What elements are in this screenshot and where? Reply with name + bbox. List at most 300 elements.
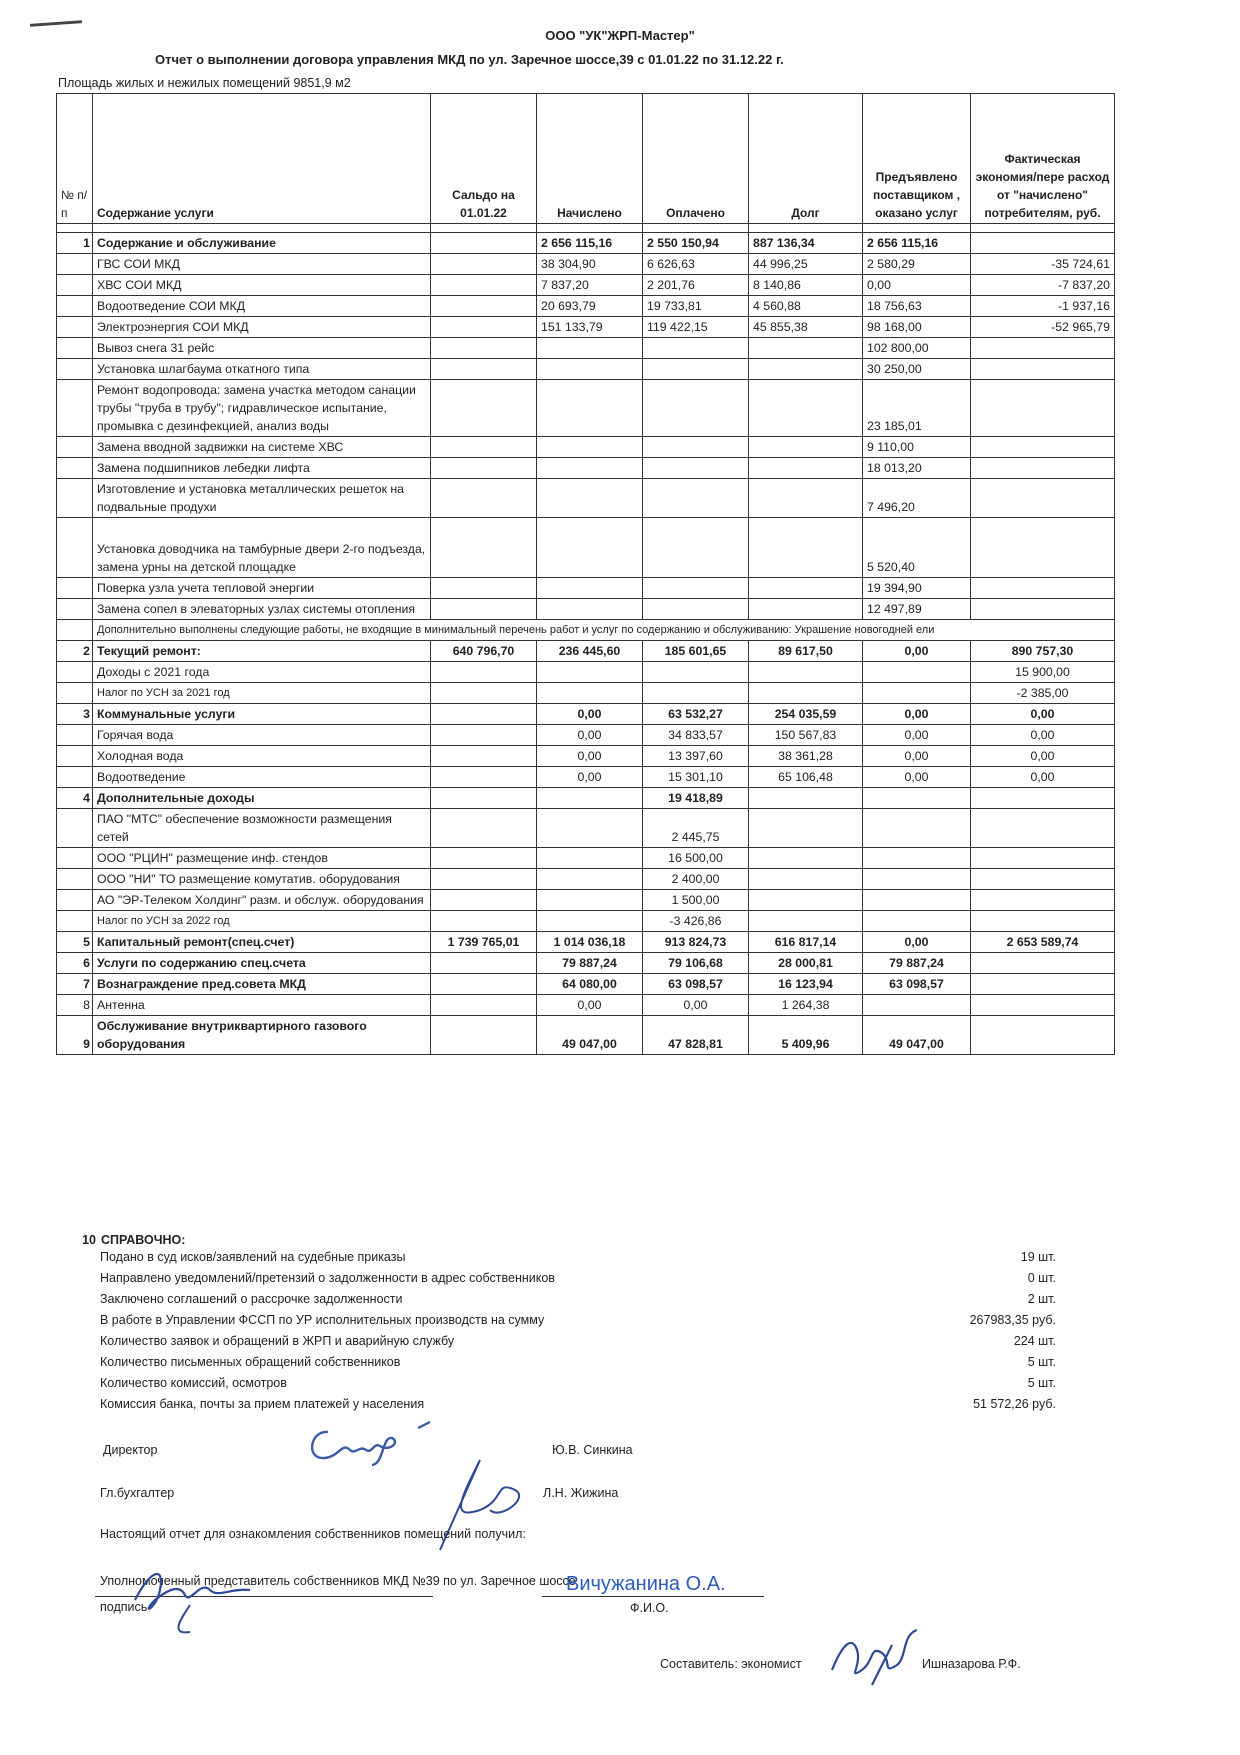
table-row bbox=[57, 578, 1115, 599]
cell-economy: -2 385,00 bbox=[971, 683, 1115, 704]
row-service-name: Коммунальные услуги bbox=[93, 704, 431, 725]
cell-saldo bbox=[431, 1016, 537, 1055]
cell-debt: 887 136,34 bbox=[749, 233, 863, 254]
cell-economy: -52 965,79 bbox=[971, 317, 1115, 338]
row-service-name: Электроэнергия СОИ МКД bbox=[93, 317, 431, 338]
cell-paid bbox=[643, 599, 749, 620]
cell-economy: 0,00 bbox=[971, 704, 1115, 725]
cell-saldo: 1 739 765,01 bbox=[431, 932, 537, 953]
table-row bbox=[57, 809, 1115, 848]
table-row bbox=[57, 725, 1115, 746]
cell-paid: 6 626,63 bbox=[643, 254, 749, 275]
row-service-name: ПАО "МТС" обеспечение возможности размещения сетей bbox=[93, 809, 431, 848]
director-signature bbox=[300, 1420, 440, 1470]
row-number bbox=[57, 869, 93, 890]
row-service-name: Установка доводчика на тамбурные двери 2-го подъезда, замена урны на детской площадке bbox=[93, 518, 431, 578]
row-number: 9 bbox=[57, 1016, 93, 1055]
cell-saldo bbox=[431, 725, 537, 746]
cell-paid: 1 500,00 bbox=[643, 890, 749, 911]
cell-provided: 49 047,00 bbox=[863, 1016, 971, 1055]
cell-provided: 9 110,00 bbox=[863, 437, 971, 458]
cell-paid: 19 418,89 bbox=[643, 788, 749, 809]
table-row bbox=[57, 848, 1115, 869]
cell-debt: 44 996,25 bbox=[749, 254, 863, 275]
row-number bbox=[57, 662, 93, 683]
col-no: № п/п bbox=[57, 94, 93, 224]
table-row bbox=[57, 437, 1115, 458]
cell-charged bbox=[537, 437, 643, 458]
col-provided: Предъявлено поставщиком , оказано услуг bbox=[863, 94, 971, 224]
cell-debt bbox=[749, 788, 863, 809]
cell-saldo bbox=[431, 275, 537, 296]
row-service-name: Замена вводной задвижки на системе ХВС bbox=[93, 437, 431, 458]
compiler-label: Составитель: экономист bbox=[660, 1657, 802, 1671]
info-item bbox=[56, 1394, 1056, 1415]
cell-saldo bbox=[431, 767, 537, 788]
row-service-name: Установка шлагбаума откатного типа bbox=[93, 359, 431, 380]
cell-paid bbox=[643, 578, 749, 599]
cell-debt: 89 617,50 bbox=[749, 641, 863, 662]
cell-charged: 236 445,60 bbox=[537, 641, 643, 662]
cell-saldo bbox=[431, 437, 537, 458]
info-item-value: 5 шт. bbox=[1027, 1376, 1056, 1390]
cell-saldo bbox=[431, 890, 537, 911]
info-item-label: Количество письменных обращений собственников bbox=[100, 1355, 401, 1369]
cell-charged: 151 133,79 bbox=[537, 317, 643, 338]
cell-provided: 2 656 115,16 bbox=[863, 233, 971, 254]
row-number bbox=[57, 746, 93, 767]
cell-debt: 16 123,94 bbox=[749, 974, 863, 995]
cell-paid bbox=[643, 683, 749, 704]
cell-provided: 0,00 bbox=[863, 704, 971, 725]
cell-economy bbox=[971, 995, 1115, 1016]
cell-saldo bbox=[431, 974, 537, 995]
cell-economy: 0,00 bbox=[971, 725, 1115, 746]
cell-economy bbox=[971, 479, 1115, 518]
cell-paid bbox=[643, 518, 749, 578]
table-row bbox=[57, 275, 1115, 296]
cell-paid: 13 397,60 bbox=[643, 746, 749, 767]
row-number bbox=[57, 890, 93, 911]
row-service-name: ХВС СОИ МКД bbox=[93, 275, 431, 296]
cell-provided bbox=[863, 848, 971, 869]
cell-debt: 28 000,81 bbox=[749, 953, 863, 974]
row-number bbox=[57, 296, 93, 317]
row-service-name: Обслуживание внутриквартирного газового оборудования bbox=[93, 1016, 431, 1055]
cell-charged bbox=[537, 890, 643, 911]
cell-saldo bbox=[431, 869, 537, 890]
row-number bbox=[57, 518, 93, 578]
cell-economy bbox=[971, 890, 1115, 911]
cell-provided: 79 887,24 bbox=[863, 953, 971, 974]
cell-charged: 0,00 bbox=[537, 725, 643, 746]
cell-debt bbox=[749, 599, 863, 620]
cell-provided: 19 394,90 bbox=[863, 578, 971, 599]
info-item-label: В работе в Управлении ФССП по УР исполнительных производств на сумму bbox=[100, 1313, 545, 1327]
cell-saldo bbox=[431, 953, 537, 974]
cell-debt bbox=[749, 683, 863, 704]
cell-provided: 0,00 bbox=[863, 641, 971, 662]
cell-debt bbox=[749, 911, 863, 932]
row-service-name: Ремонт водопровода: замена участка методом санации трубы "труба в трубу"; гидравлическое испытание, промывка с дезинфекцией, анализ воды bbox=[93, 380, 431, 437]
cell-provided bbox=[863, 788, 971, 809]
cell-paid: 2 400,00 bbox=[643, 869, 749, 890]
accountant-signature bbox=[420, 1450, 540, 1560]
cell-charged: 38 304,90 bbox=[537, 254, 643, 275]
info-item bbox=[56, 1310, 1056, 1331]
row-service-name: Услуги по содержанию спец.счета bbox=[93, 953, 431, 974]
cell-charged: 20 693,79 bbox=[537, 296, 643, 317]
cell-economy bbox=[971, 974, 1115, 995]
cell-provided bbox=[863, 890, 971, 911]
table-row bbox=[57, 890, 1115, 911]
cell-debt bbox=[749, 458, 863, 479]
cell-charged bbox=[537, 599, 643, 620]
table-row bbox=[57, 767, 1115, 788]
cell-charged bbox=[537, 848, 643, 869]
cell-charged bbox=[537, 359, 643, 380]
info-item-value: 267983,35 руб. bbox=[969, 1313, 1056, 1327]
representative-name: Вичужанина О.А. bbox=[566, 1573, 726, 1595]
cell-paid: 47 828,81 bbox=[643, 1016, 749, 1055]
cell-charged: 0,00 bbox=[537, 995, 643, 1016]
cell-economy bbox=[971, 359, 1115, 380]
cell-provided: 63 098,57 bbox=[863, 974, 971, 995]
cell-charged bbox=[537, 518, 643, 578]
cell-paid: 19 733,81 bbox=[643, 296, 749, 317]
cell-debt: 45 855,38 bbox=[749, 317, 863, 338]
table-row bbox=[57, 254, 1115, 275]
info-item-label: Количество заявок и обращений в ЖРП и аварийную службу bbox=[100, 1334, 455, 1348]
row-number: 2 bbox=[57, 641, 93, 662]
cell-charged bbox=[537, 788, 643, 809]
row-service-name: Изготовление и установка металлических решеток на подвальные продухи bbox=[93, 479, 431, 518]
cell-debt bbox=[749, 662, 863, 683]
cell-saldo bbox=[431, 662, 537, 683]
representative-text: Уполномоченный представитель собственников МКД №39 по ул. Заречное шоссе bbox=[100, 1574, 576, 1588]
cell-saldo bbox=[431, 458, 537, 479]
row-service-name: Доходы с 2021 года bbox=[93, 662, 431, 683]
cell-provided: 23 185,01 bbox=[863, 380, 971, 437]
table-row bbox=[57, 338, 1115, 359]
cell-paid: 119 422,15 bbox=[643, 317, 749, 338]
cell-provided: 12 497,89 bbox=[863, 599, 971, 620]
row-number bbox=[57, 848, 93, 869]
cell-saldo bbox=[431, 338, 537, 359]
cell-charged bbox=[537, 683, 643, 704]
row-number bbox=[57, 380, 93, 437]
cell-provided: 2 580,29 bbox=[863, 254, 971, 275]
table-row bbox=[57, 788, 1115, 809]
row-number bbox=[57, 578, 93, 599]
row-number bbox=[57, 683, 93, 704]
cell-paid: 34 833,57 bbox=[643, 725, 749, 746]
table-row bbox=[57, 380, 1115, 437]
col-paid: Оплачено bbox=[643, 94, 749, 224]
info-item bbox=[56, 1289, 1056, 1310]
cell-debt: 1 264,38 bbox=[749, 995, 863, 1016]
row-number: 4 bbox=[57, 788, 93, 809]
cell-paid: 2 445,75 bbox=[643, 809, 749, 848]
cell-charged: 64 080,00 bbox=[537, 974, 643, 995]
cell-saldo bbox=[431, 911, 537, 932]
cell-provided bbox=[863, 662, 971, 683]
compiler-signature bbox=[812, 1625, 932, 1695]
row-number bbox=[57, 599, 93, 620]
cell-paid bbox=[643, 380, 749, 437]
row-service-name: Вывоз снега 31 рейс bbox=[93, 338, 431, 359]
table-row bbox=[57, 641, 1115, 662]
cell-paid: 16 500,00 bbox=[643, 848, 749, 869]
row-service-name: ООО "РЦИН" размещение инф. стендов bbox=[93, 848, 431, 869]
row-service-name: Замена сопел в элеваторных узлах системы отопления bbox=[93, 599, 431, 620]
cell-paid: 0,00 bbox=[643, 995, 749, 1016]
cell-debt: 150 567,83 bbox=[749, 725, 863, 746]
row-service-name: Текущий ремонт: bbox=[93, 641, 431, 662]
cell-paid: 15 301,10 bbox=[643, 767, 749, 788]
cell-debt bbox=[749, 869, 863, 890]
cell-debt: 4 560,88 bbox=[749, 296, 863, 317]
row-service-name: Вознаграждение пред.совета МКД bbox=[93, 974, 431, 995]
cell-charged: 1 014 036,18 bbox=[537, 932, 643, 953]
cell-debt bbox=[749, 338, 863, 359]
cell-economy bbox=[971, 518, 1115, 578]
row-number: 8 bbox=[57, 995, 93, 1016]
cell-saldo bbox=[431, 848, 537, 869]
info-item-value: 2 шт. bbox=[1027, 1292, 1056, 1306]
cell-economy: -35 724,61 bbox=[971, 254, 1115, 275]
cell-debt bbox=[749, 848, 863, 869]
compiler-name: Ишназарова Р.Ф. bbox=[922, 1657, 1021, 1671]
table-row bbox=[57, 911, 1115, 932]
row-number bbox=[57, 437, 93, 458]
cell-debt bbox=[749, 809, 863, 848]
table-row bbox=[57, 995, 1115, 1016]
cell-provided: 30 250,00 bbox=[863, 359, 971, 380]
cell-economy: 890 757,30 bbox=[971, 641, 1115, 662]
fio-label: Ф.И.О. bbox=[630, 1601, 669, 1615]
row-number bbox=[57, 620, 93, 641]
cell-saldo bbox=[431, 746, 537, 767]
table-row bbox=[57, 704, 1115, 725]
row-service-name: Замена подшипников лебедки лифта bbox=[93, 458, 431, 479]
cell-economy: 0,00 bbox=[971, 767, 1115, 788]
cell-provided bbox=[863, 869, 971, 890]
table-row bbox=[57, 233, 1115, 254]
row-service-name: Налог по УСН за 2022 год bbox=[93, 911, 431, 932]
cell-charged: 49 047,00 bbox=[537, 1016, 643, 1055]
cell-saldo bbox=[431, 788, 537, 809]
cell-economy: 15 900,00 bbox=[971, 662, 1115, 683]
cell-provided: 18 013,20 bbox=[863, 458, 971, 479]
cell-charged bbox=[537, 911, 643, 932]
info-item-label: Подано в суд исков/заявлений на судебные приказы bbox=[100, 1250, 406, 1264]
table-row bbox=[57, 458, 1115, 479]
table-header-row bbox=[57, 94, 1115, 224]
row-number bbox=[57, 338, 93, 359]
cell-provided: 98 168,00 bbox=[863, 317, 971, 338]
cell-paid: 63 098,57 bbox=[643, 974, 749, 995]
row-number bbox=[57, 359, 93, 380]
cell-economy bbox=[971, 437, 1115, 458]
cell-economy bbox=[971, 1016, 1115, 1055]
cell-economy bbox=[971, 788, 1115, 809]
cell-saldo: 640 796,70 bbox=[431, 641, 537, 662]
cell-saldo bbox=[431, 809, 537, 848]
cell-debt: 65 106,48 bbox=[749, 767, 863, 788]
cell-provided: 0,00 bbox=[863, 767, 971, 788]
info-item-label: Комиссия банка, почты за прием платежей у населения bbox=[100, 1397, 425, 1411]
cell-paid: -3 426,86 bbox=[643, 911, 749, 932]
cell-economy bbox=[971, 848, 1115, 869]
cell-paid: 2 201,76 bbox=[643, 275, 749, 296]
cell-economy: 0,00 bbox=[971, 746, 1115, 767]
row-service-name: Водоотведение bbox=[93, 767, 431, 788]
info-item-value: 5 шт. bbox=[1027, 1355, 1056, 1369]
cell-economy bbox=[971, 233, 1115, 254]
info-item-value: 19 шт. bbox=[1020, 1250, 1056, 1264]
table-row bbox=[57, 869, 1115, 890]
cell-paid bbox=[643, 338, 749, 359]
cell-saldo bbox=[431, 380, 537, 437]
info-item-value: 51 572,26 руб. bbox=[973, 1397, 1056, 1411]
org-title: ООО "УК"ЖРП-Мастер" bbox=[545, 28, 695, 43]
cell-paid: 79 106,68 bbox=[643, 953, 749, 974]
col-charged: Начислено bbox=[537, 94, 643, 224]
cell-charged bbox=[537, 809, 643, 848]
table-row bbox=[57, 1016, 1115, 1055]
table-row bbox=[57, 683, 1115, 704]
report-title: Отчет о выполнении договора управления МКД по ул. Заречное шоссе,39 с 01.01.22 по 31.12.22 г. bbox=[155, 52, 784, 67]
row-number bbox=[57, 479, 93, 518]
info-item-label: Количество комиссий, осмотров bbox=[100, 1376, 287, 1390]
info-item-label: Заключено соглашений о рассрочке задолженности bbox=[100, 1292, 403, 1306]
cell-saldo bbox=[431, 683, 537, 704]
row-service-name: Поверка узла учета тепловой энергии bbox=[93, 578, 431, 599]
row-service-name: ГВС СОИ МКД bbox=[93, 254, 431, 275]
cell-charged bbox=[537, 380, 643, 437]
table-row bbox=[57, 317, 1115, 338]
cell-economy: 2 653 589,74 bbox=[971, 932, 1115, 953]
cell-charged bbox=[537, 458, 643, 479]
row-service-name: Горячая вода bbox=[93, 725, 431, 746]
info-item bbox=[56, 1331, 1056, 1352]
cell-provided bbox=[863, 995, 971, 1016]
cell-debt bbox=[749, 479, 863, 518]
cell-debt bbox=[749, 518, 863, 578]
cell-paid bbox=[643, 458, 749, 479]
info-item bbox=[56, 1373, 1056, 1394]
director-label: Директор bbox=[103, 1443, 158, 1457]
cell-saldo bbox=[431, 599, 537, 620]
cell-saldo bbox=[431, 479, 537, 518]
cell-paid bbox=[643, 662, 749, 683]
cell-charged: 79 887,24 bbox=[537, 953, 643, 974]
col-debt: Долг bbox=[749, 94, 863, 224]
cell-charged: 2 656 115,16 bbox=[537, 233, 643, 254]
cell-charged: 0,00 bbox=[537, 767, 643, 788]
cell-paid: 913 824,73 bbox=[643, 932, 749, 953]
cell-debt: 8 140,86 bbox=[749, 275, 863, 296]
cell-provided: 0,00 bbox=[863, 725, 971, 746]
cell-debt bbox=[749, 359, 863, 380]
cell-paid: 2 550 150,94 bbox=[643, 233, 749, 254]
cell-debt bbox=[749, 578, 863, 599]
table-row bbox=[57, 620, 1115, 641]
row-number bbox=[57, 767, 93, 788]
cell-debt bbox=[749, 890, 863, 911]
table-row bbox=[57, 953, 1115, 974]
row-number: 3 bbox=[57, 704, 93, 725]
cell-debt: 616 817,14 bbox=[749, 932, 863, 953]
cell-saldo bbox=[431, 704, 537, 725]
col-service: Содержание услуги bbox=[93, 94, 431, 224]
row-number: 1 bbox=[57, 233, 93, 254]
cell-debt: 254 035,59 bbox=[749, 704, 863, 725]
signature-label: подпись bbox=[100, 1600, 148, 1614]
row-number: 7 bbox=[57, 974, 93, 995]
row-service-name: Антенна bbox=[93, 995, 431, 1016]
row-service-name: Капитальный ремонт(спец.счет) bbox=[93, 932, 431, 953]
table-row bbox=[57, 932, 1115, 953]
row-number bbox=[57, 725, 93, 746]
row-number bbox=[57, 254, 93, 275]
cell-saldo bbox=[431, 254, 537, 275]
info-item bbox=[56, 1352, 1056, 1373]
row-service-name: АО "ЭР-Телеком Холдинг" разм. и обслуж. оборудования bbox=[93, 890, 431, 911]
cell-provided: 102 800,00 bbox=[863, 338, 971, 359]
row-number bbox=[57, 911, 93, 932]
table-row bbox=[57, 974, 1115, 995]
cell-economy bbox=[971, 338, 1115, 359]
cell-paid: 63 532,27 bbox=[643, 704, 749, 725]
cell-economy bbox=[971, 809, 1115, 848]
cell-provided: 18 756,63 bbox=[863, 296, 971, 317]
cell-charged bbox=[537, 479, 643, 518]
row-number bbox=[57, 317, 93, 338]
cell-provided: 0,00 bbox=[863, 746, 971, 767]
cell-charged bbox=[537, 338, 643, 359]
col-economy: Фактическая экономия/пере расход от "начислено" потребителям, руб. bbox=[971, 94, 1115, 224]
cell-economy bbox=[971, 578, 1115, 599]
fio-line bbox=[542, 1596, 764, 1597]
row-number bbox=[57, 275, 93, 296]
cell-saldo bbox=[431, 578, 537, 599]
table-body bbox=[57, 224, 1115, 1055]
accountant-label: Гл.бухгалтер bbox=[100, 1486, 175, 1500]
report-table bbox=[56, 93, 1115, 1055]
cell-provided bbox=[863, 683, 971, 704]
cell-provided bbox=[863, 911, 971, 932]
cell-debt: 5 409,96 bbox=[749, 1016, 863, 1055]
cell-debt: 38 361,28 bbox=[749, 746, 863, 767]
row-service-name: Содержание и обслуживание bbox=[93, 233, 431, 254]
row-service-name: Холодная вода bbox=[93, 746, 431, 767]
cell-economy bbox=[971, 911, 1115, 932]
cell-provided: 0,00 bbox=[863, 932, 971, 953]
cell-economy bbox=[971, 458, 1115, 479]
cell-paid bbox=[643, 359, 749, 380]
cell-provided bbox=[863, 809, 971, 848]
cell-debt bbox=[749, 380, 863, 437]
row-number: 5 bbox=[57, 932, 93, 953]
cell-charged bbox=[537, 869, 643, 890]
info-item-value: 224 шт. bbox=[1013, 1334, 1056, 1348]
table-row bbox=[57, 296, 1115, 317]
director-name: Ю.В. Синкина bbox=[552, 1443, 633, 1457]
table-row bbox=[57, 599, 1115, 620]
table-row bbox=[57, 746, 1115, 767]
